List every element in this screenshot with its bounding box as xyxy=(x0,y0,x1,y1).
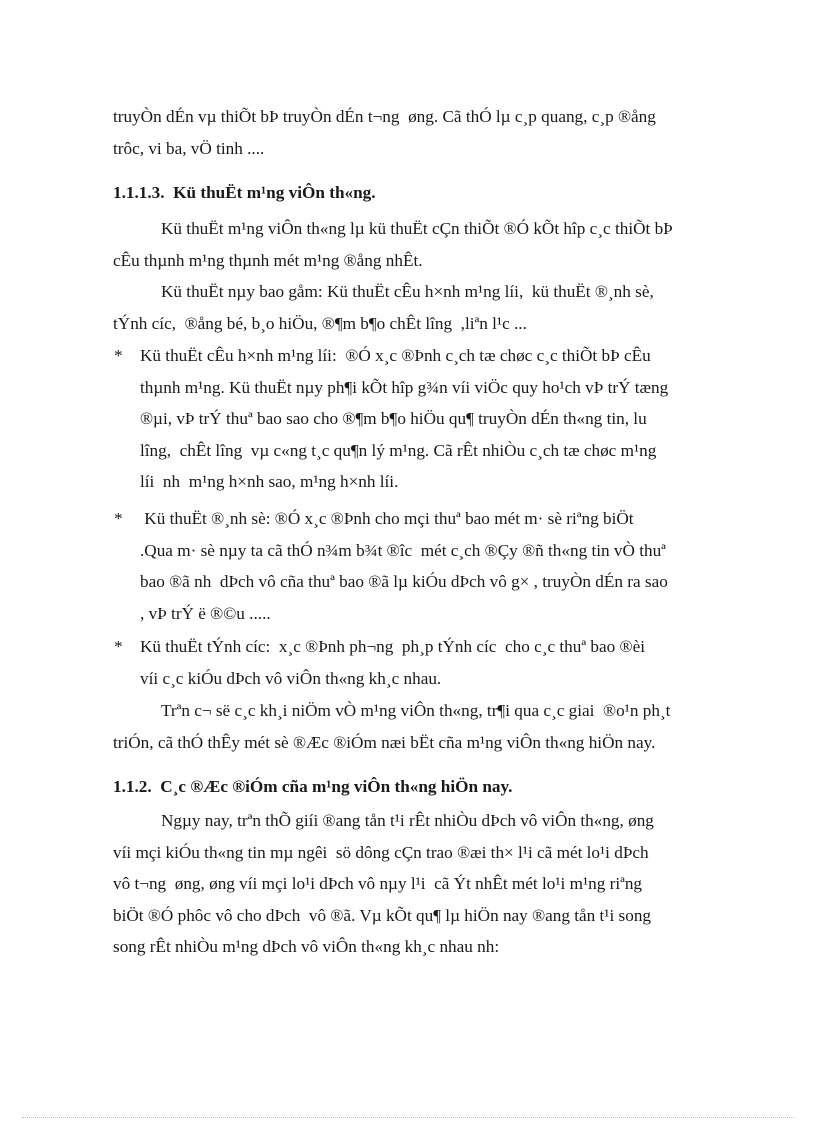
text-line: bao ®ã nh dÞch vô cña thuª bao ®ã lµ kiÓu dÞch vô g× , truyÒn dÉn ra sao xyxy=(140,572,668,591)
bullet-mark: * xyxy=(114,637,123,656)
section-heading: 1.1.2. C¸c ®Æc ®iÓm cña m¹ng viÔn th«ng hiÖn nay. xyxy=(113,777,513,796)
bullet-item xyxy=(114,503,740,629)
section-heading: 1.1.1.3. Kü thuËt m¹ng viÔn th«ng. xyxy=(113,183,376,202)
text-line: lîng, chÊt lîng vµ c«ng t¸c qu¶n lý m¹ng. Cã rÊt nhiÒu c¸ch tæ chøc m¹ng xyxy=(140,440,657,460)
text-line: trôc, vi ba, vÖ tinh .... xyxy=(113,138,265,158)
bullet-item xyxy=(114,631,740,694)
text-line: Kü thuËt tÝnh cíc: x¸c ®Þnh ph¬ng ph¸p tÝnh cíc cho c¸c thuª bao ®èi xyxy=(140,637,645,656)
paragraph xyxy=(113,805,740,963)
text-line: Kü thuËt m¹ng viÔn th«ng lµ kü thuËt cÇn thiÕt ®Ó kÕt hîp c¸c thiÕt bÞ xyxy=(161,219,673,238)
text-line: Trªn c¬ së c¸c kh¸i niÖm vÒ m¹ng viÔn th«ng, tr¶i qua c¸c giai ®o¹n ph¸t xyxy=(161,701,671,720)
text-line: víi c¸c kiÓu dÞch vô viÔn th«ng kh¸c nhau. xyxy=(140,668,442,688)
text-line: Kü thuËt ®¸nh sè: ®Ó x¸c ®Þnh cho mçi thuª bao mét m· sè riªng biÖt xyxy=(140,509,634,528)
bullet-mark: * xyxy=(114,346,123,365)
text-line: Kü thuËt nµy bao gåm: Kü thuËt cÊu h×nh m¹ng líi, kü thuËt ®¸nh sè, xyxy=(161,282,654,301)
text-line: Kü thuËt cÊu h×nh m¹ng líi: ®Ó x¸c ®Þnh c¸ch tæ chøc c¸c thiÕt bÞ cÊu xyxy=(140,346,651,365)
paragraph xyxy=(113,276,740,339)
bullet-item xyxy=(114,340,740,498)
text-line: truyÒn dÉn vµ thiÕt bÞ truyÒn dÉn t¬ng øng. Cã thÓ lµ c¸p quang, c¸p ®ång xyxy=(113,107,656,126)
text-line: biÖt ®Ó phôc vô cho dÞch vô ®ã. Vµ kÕt qu¶ lµ hiÖn nay ®ang tån t¹i song xyxy=(113,905,652,925)
text-line: líi nh m¹ng h×nh sao, m¹ng h×nh líi. xyxy=(140,472,399,491)
text-line: triÓn, cã thÓ thÊy mét sè ®Æc ®iÓm næi bËt cña m¹ng viÔn th«ng hiÖn nay. xyxy=(113,732,656,752)
text-line: tÝnh cíc, ®ång bé, b¸o hiÖu, ®¶m b¶o chÊt lîng ,liªn l¹c ... xyxy=(113,313,527,333)
text-line: .Qua m· sè nµy ta cã thÓ n¾m b¾t ®îc mét c¸ch ®Çy ®ñ th«ng tin vÒ thuª xyxy=(140,540,666,560)
text-line: cÊu thµnh m¹ng thµnh mét m¹ng ®ång nhÊt. xyxy=(113,250,423,270)
paragraph xyxy=(113,695,740,758)
text-line: song rÊt nhiÒu m¹ng dÞch vô viÔn th«ng kh¸c nhau nh: xyxy=(113,937,500,956)
text-line: , vÞ trÝ ë ®©u ..... xyxy=(140,603,271,623)
text-line: Ngµy nay, trªn thÕ giíi ®ang tån t¹i rÊt nhiÒu dÞch vô viÔn th«ng, øng xyxy=(161,811,654,830)
paragraph xyxy=(113,213,740,276)
page-bottom-divider xyxy=(22,1117,794,1118)
bullet-mark: * xyxy=(114,509,123,528)
intro-paragraph xyxy=(113,101,740,164)
text-line: ®µi, vÞ trÝ thuª bao sao cho ®¶m b¶o hiÖu qu¶ truyÒn dÉn th«ng tin, lu xyxy=(140,409,647,428)
text-line: thµnh m¹ng. Kü thuËt nµy ph¶i kÕt hîp g¾n víi viÖc quy ho¹ch vÞ trÝ tæng xyxy=(140,377,669,397)
text-line: vô t¬ng øng, øng víi mçi lo¹i dÞch vô nµy l¹i cã Ýt nhÊt mét lo¹i m¹ng riªng xyxy=(113,874,643,893)
text-line: víi mçi kiÓu th«ng tin mµ ngêi sö dông cÇn trao ®æi th× l¹i cã mét lo¹i dÞch xyxy=(113,842,649,862)
